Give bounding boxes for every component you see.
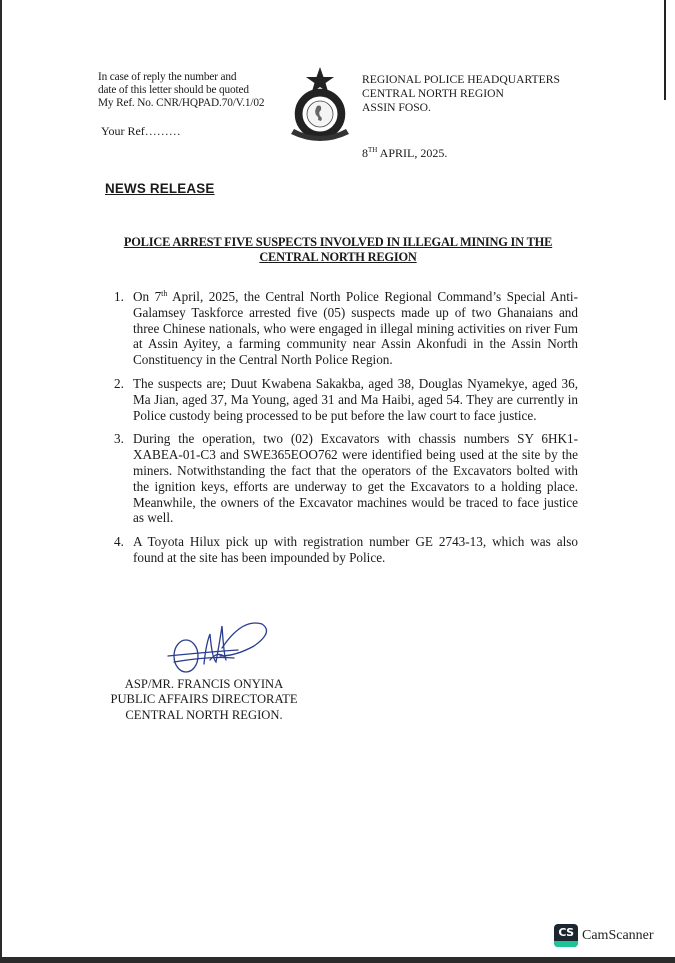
item-text: During the operation, two (02) Excavators with chassis numbers SY 6HK1-XABEA-01-C3 and SWE365EOO762 were identified being used at the site by the miners. Notwithstanding the fact that the operators of the Excavators bolted with the ignition keys, efforts are underway to get the Excavators to a holding place. Meanwhile, the owners of the Excavator machines would be traced to face justice as well. (133, 431, 578, 526)
list-item (114, 534, 578, 566)
address-line: CENTRAL NORTH REGION (362, 87, 504, 101)
release-items (114, 289, 578, 574)
item-number: 4. (114, 534, 124, 550)
reply-note-line: In case of reply the number and (98, 71, 237, 83)
list-item (114, 376, 578, 423)
item-text: The suspects are; Duut Kwabena Sakakba, aged 38, Douglas Nyamekye, aged 36, Ma Jian, aged 37, Ma Young, aged 31 and Ma Haibi, aged 54. They are currently in Police custody being processed to be put before the law court to face justice. (133, 375, 578, 423)
list-item (114, 289, 578, 368)
item-number: 3. (114, 431, 124, 447)
handwritten-signature (164, 620, 274, 678)
item-number: 2. (114, 375, 124, 391)
address-line: REGIONAL POLICE HEADQUARTERS (362, 73, 560, 86)
signatory-department: PUBLIC AFFAIRS DIRECTORATE (110, 692, 298, 707)
camscanner-logo-text: CS (558, 926, 574, 939)
camscanner-logo-icon (554, 924, 578, 947)
camscanner-watermark: CamScanner (582, 928, 654, 943)
headline (100, 235, 576, 264)
address-line: ASSIN FOSO. (362, 101, 431, 115)
headline-line: POLICE ARREST FIVE SUSPECTS INVOLVED IN ILLEGAL MINING IN THE (123, 235, 553, 249)
ghana-police-crest-icon (286, 65, 354, 143)
date-rest: APRIL, 2025. (377, 146, 448, 160)
signatory-name: ASP/MR. FRANCIS ONYINA (124, 677, 284, 691)
reply-reference-note (98, 71, 264, 111)
headquarters-address (362, 73, 560, 116)
page-left-edge (0, 0, 2, 963)
item-text (133, 289, 578, 368)
your-ref: Your Ref……… (101, 124, 181, 138)
bottom-edge-bar (0, 957, 675, 963)
signatory-region: CENTRAL NORTH REGION. (125, 707, 283, 722)
item-superscript: th (161, 289, 168, 298)
my-ref-number: My Ref. No. CNR/HQPAD.70/V.1/02 (98, 97, 265, 110)
item-text-start: On 7 (133, 289, 162, 304)
news-release-label: NEWS RELEASE (105, 181, 215, 196)
page-right-edge (664, 0, 666, 100)
headline-line: CENTRAL NORTH REGION (259, 249, 417, 264)
crest-inner (307, 101, 333, 127)
reply-note-line: date of this letter should be quoted (98, 84, 249, 97)
item-text: A Toyota Hilux pick up with registration number GE 2743-13, which was also found at the site has been impounded by Police. (133, 534, 578, 565)
signatory-block (104, 677, 304, 723)
item-text-rest: April, 2025, the Central North Police Regional Command’s Special Anti-Galamsey Taskforce arrested five (05) suspects made up of two Ghanaians and three Chinese nationals, who were engaged in illegal mining activities on river Fum at Assin Ayitey, a farming community near Assin Akonfudi in the Assin North Constituency in the Central North Police Region. (133, 289, 578, 368)
camscanner-logo-bar (554, 941, 578, 947)
date-suffix: TH (368, 146, 378, 154)
item-number: 1. (114, 289, 124, 304)
list-item (114, 431, 578, 526)
letter-date (362, 146, 447, 161)
date-day: 8 (362, 146, 368, 160)
